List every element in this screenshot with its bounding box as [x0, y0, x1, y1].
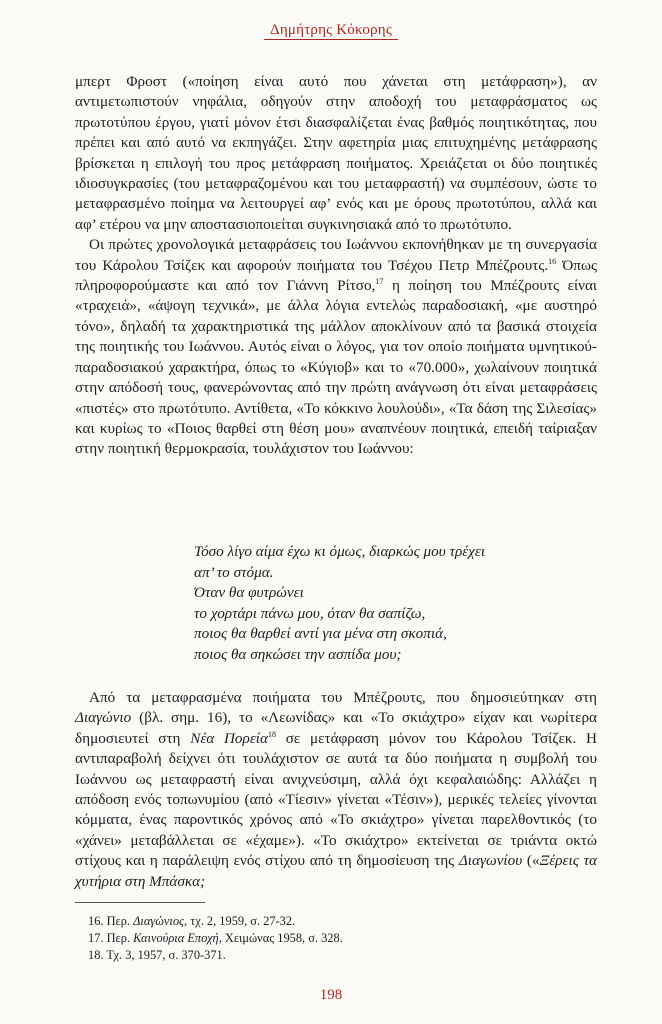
footnote-16-title: Διαγώνιος — [133, 914, 185, 928]
footnote-ref-18[interactable]: 18 — [268, 729, 276, 739]
quoted-line-italic: Ξέρεις τα χυτήρια στη Μπάσκα; — [75, 852, 597, 890]
paragraph-3-part-a: Από τα μεταφρασμένα ποιήματα του Μπέζρουτς, που δημοσιεύτηκαν στη — [89, 689, 597, 706]
paragraph-3-part-c: σε μετάφραση μόνον του Κάρολου Τσίζεκ. Η αντιπαραβολή δείχνει ότι τουλάχιστον σε αυτά τα δύο ποιήματα η συμβολή του Ιωάννου ως μεταφραστή είναι ανιχνεύσιμη, αλλά όχι κεφαλαιώδης: Αλλάζει η απόδοση ενός τοπωνυμίου (από «Τίεσιν» γίνεται «Τέσιν»), μερικές τελείες γίνονται κόμματα, ένας παροντικός χρόνος από «Το σκιάχτρο» γίνεται παρελθοντικός (το «χάνει» μεταβάλλεται σε «έχαμε»). «Το σκιάχτρο» εκτείνεται σε τριάντα οκτώ στίχους και η παράλειψη ενός στίχου από τη δημοσίευση της — [75, 729, 597, 870]
poem-line: Όταν θα φυτρώνει — [194, 584, 304, 602]
footnote-17-lead: 17. Περ. — [88, 931, 134, 945]
paragraph-2-part-b: Όπως πληροφορούμαστε και από τον Γιάννη Ρίτσο, — [75, 256, 597, 295]
poem-line: απ’ το στόμα. — [194, 563, 274, 581]
footnote-18 — [88, 947, 588, 964]
paragraph-2-part-a: Οι πρώτες χρονολογικά μεταφράσεις του Ιωάννου εκπονήθηκαν με τη συνεργασία του Κάρολου Τσίζεκ και αφορούν ποιήματα του Τσέχου Πετρ Μπέζρουτς. — [75, 236, 597, 274]
footnote-ref-17[interactable]: 17 — [375, 277, 384, 286]
periodical-title-diagoniou: Διαγωνίου — [458, 852, 523, 870]
footnote-16-lead: 16. Περ. — [88, 914, 134, 928]
footnote-ref-16[interactable]: 16 — [548, 256, 557, 266]
footnote-16-rest: , τχ. 2, 1959, σ. 27-32. — [184, 914, 296, 928]
page-number: 198 — [319, 987, 343, 1003]
poem-line: ποιος θα θαρθεί αντί για μένα στη σκοπιά, — [194, 625, 447, 643]
running-head-title: Δημήτρης Κόκορης — [264, 22, 398, 40]
footnote-17-title: Καινούρια Εποχή — [133, 931, 219, 945]
footnote-separator — [75, 902, 205, 903]
paragraph-3-part-d: (« — [522, 852, 540, 870]
paragraph-2-part-c: η ποίηση του Μπέζρουτς είναι «τραχειά», «άψογη τεχνικά», με άλλα λόγια εντελώς παραδοσιακή, «με αυστηρό τόνο», δηλαδή τα χαρακτηριστικά της μάλλον αποκλίνουν από τα βασικά στοιχεία της ποιητικής του Ιωάννου. Αυτός είναι ο λόγος, για τον οποίο ποιήματα υμνητικού-παραδοσιακού χαρακτήρα, όπως το «Κύγιοβ» και το «70.000», χωλαίνουν ποιητικά στην απόδοσή τους, φανερώνοντας από την πρώτη ανάγνωση ότι είναι μεταφράσεις «πιστές» στο πρωτότυπο. Αντίθετα, «Το κόκκινο λουλούδι», «Τα δάση της Σιλεσίας» και κυρίως το «Ποιος θαρθεί στη θέση μου» αναπνέουν ποιητικά, επειδή ταίριαξαν στην ποιητική θερμοκρασία, τουλάχιστον του Ιωάννου: — [75, 277, 597, 458]
poem-line: το χορτάρι πάνω μου, όταν θα σαπίζω, — [194, 604, 426, 622]
footnote-17 — [88, 930, 588, 947]
footnote-18-lead: 18. Τχ. 3, 1957, σ. 370-371. — [88, 948, 226, 962]
footnote-17-rest: , Χειμώνας 1958, σ. 328. — [218, 931, 343, 945]
main-text-block — [75, 72, 597, 460]
main-text-block-2 — [75, 688, 597, 892]
poem-line: ποιος θα σηκώσει την ασπίδα μου; — [194, 645, 402, 663]
paragraph-2 — [75, 235, 597, 459]
footnotes — [88, 913, 588, 964]
paragraph-3-part-b: (βλ. σημ. 16), το «Λεωνίδας» και «Το σκιάχτρο» είχαν και νωρίτερα δημοσιευτεί στη — [75, 709, 597, 747]
running-header — [0, 22, 662, 39]
paragraph-3 — [75, 688, 597, 892]
poem-quotation — [194, 542, 594, 666]
poem-line: Τόσο λίγο αίμα έχω κι όμως, διαρκώς μου τρέχει — [194, 543, 486, 560]
periodical-title-nea-poreia: Νέα Πορεία — [190, 729, 268, 747]
footnote-16 — [88, 913, 588, 930]
periodical-title-diagonios: Διαγώνιο — [75, 709, 132, 727]
paragraph-1: μπερτ Φροστ («ποίηση είναι αυτό που χάνεται στη μετάφραση»), αν αντιμετωπιστούν νηφάλια, οδηγούν στην αποδοχή του μεταφράσματος ως πρωτοτύπου έργου, γιατί μόνον έτσι διασφαλίζεται ένας βαθμός ποιητικότητας, που πρέπει και από αυτό να εκπηγάζει. Στην αφετηρία μιας επιτυχημένης μετάφρασης βρίσκεται η επιλογή του προς μετάφραση ποιήματος. Χρειάζεται οι δύο ποιητικές ιδιοσυγκρασίες (του μεταφραζομένου και του μεταφραστή) να συμπέσουν, ώστε το μεταφρασμένο ποίημα να λειτουργεί αφ’ ενός και με όρους πρωτοτύπου, αλλά και αφ’ ετέρου να μην αποστασιοποιείται συγκινησιακά από το πρωτότυπο. — [75, 73, 597, 233]
